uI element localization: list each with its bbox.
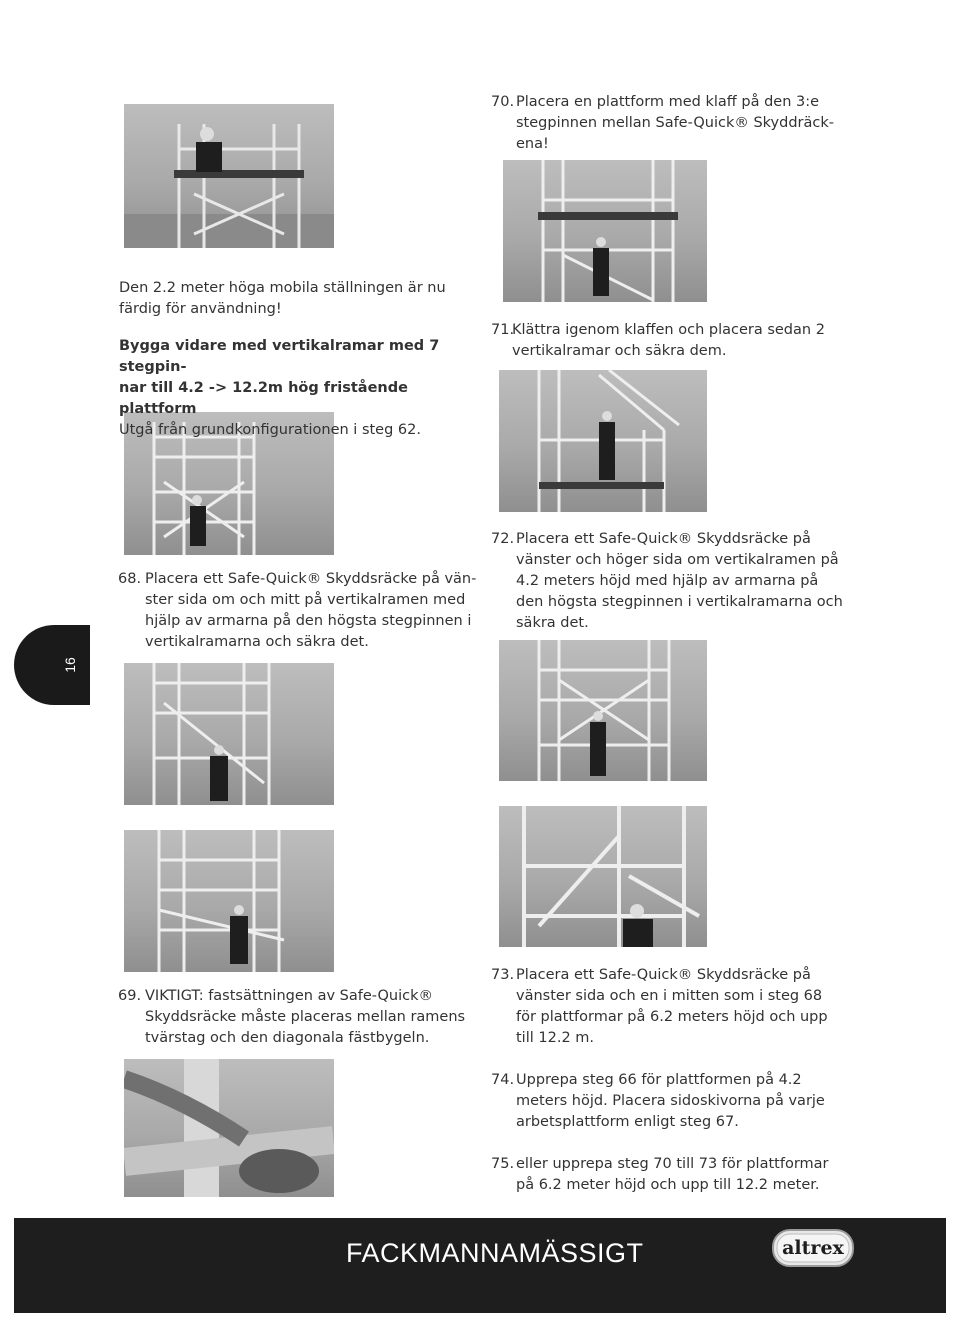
step-line: vertikalramar och säkra dem. [512,343,727,359]
step-line: 4.2 meters höjd med hjälp av armarna på [516,573,819,589]
step-line: eller upprepa steg 70 till 73 för plattformar [516,1156,829,1172]
step-line: ena! [516,136,549,152]
step-line: Placera en plattform med klaff på den 3:e [516,94,820,110]
step-number: 74. [491,1072,515,1088]
step-line: hjälp av armarna på den högsta stegpinnen i [145,613,472,629]
step-line: vänster sida och en i mitten som i steg 68 [516,988,823,1004]
step-line: den högsta stegpinnen i vertikalramarna och [516,594,843,610]
step-number: 72. [491,531,515,547]
step-72 [491,529,851,634]
intro-bold-line: nar till 4.2 -> 12.2m hög fristående plattform [119,380,408,417]
photo-scaffold-guardrail-69 [124,830,334,972]
step-number: 71. [491,322,515,338]
step-line: för plattformar på 6.2 meters höjd och upp [516,1009,828,1025]
step-number: 69. [118,988,142,1004]
step-number: 68. [118,571,142,587]
step-75 [491,1154,851,1196]
intro-line: Den 2.2 meter höga mobila ställningen är nu [119,280,446,296]
step-line: Klättra igenom klaffen och placera sedan 2 [512,322,825,338]
photo-platform-trapdoor-70 [503,160,707,302]
step-line: VIKTIGT: fastsättningen av Safe-Quick® [145,988,434,1004]
step-line: på 6.2 meter höjd och upp till 12.2 meter. [516,1177,820,1193]
step-68 [118,569,478,653]
altrex-logo [772,1229,854,1267]
step-70 [491,92,851,155]
step-line: stegpinnen mellan Safe-Quick® Skyddräck- [516,115,834,131]
intro-line: färdig för användning! [119,301,282,317]
step-line: Skyddsräcke måste placeras mellan ramens [145,1009,466,1025]
step-71 [491,320,851,362]
step-number: 70. [491,94,515,110]
photo-climb-through-71 [499,370,707,512]
photo-clamp-closeup [124,1059,334,1197]
step-line: meters höjd. Placera sidoskivorna på varje [516,1093,825,1109]
step-line: Placera ett Safe-Quick® Skyddsräcke på vän- [145,571,477,587]
photo-scaffold-platform-top [124,104,334,248]
step-line: ster sida om och mitt på vertikalramen med [145,592,466,608]
step-73 [491,965,851,1049]
step-number: 75. [491,1156,515,1172]
step-line: vertikalramarna och säkra det. [145,634,369,650]
photo-scaffold-guardrail-68b [124,663,334,805]
step-line: tvärstag och den diagonala fästbygeln. [145,1030,430,1046]
intro-bold-line: Bygga vidare med vertikalramar med 7 stegpin- [119,338,440,375]
step-number: 73. [491,967,515,983]
step-line: säkra det. [516,615,589,631]
step-line: Placera ett Safe-Quick® Skyddsräcke på [516,967,811,983]
step-line: arbetsplattform enligt steg 67. [516,1114,739,1130]
step-line: till 12.2 m. [516,1030,595,1046]
photo-guardrail-72 [499,640,707,781]
intro-line: Utgå från grundkonfigurationen i steg 62. [119,422,421,438]
photo-guardrail-73 [499,806,707,947]
footer-title: FACKMANNAMÄSSIGT [346,1238,644,1268]
footer-bar [14,1218,946,1313]
step-74 [491,1070,851,1133]
logo-text: altrex [782,1237,844,1259]
page-number-tab [14,625,90,705]
page-number: 16 [62,657,78,673]
step-line: vänster och höger sida om vertikalramen på [516,552,839,568]
step-69 [118,986,478,1049]
step-line: Placera ett Safe-Quick® Skyddsräcke på [516,531,811,547]
intro-text [119,278,479,441]
step-line: Upprepa steg 66 för plattformen på 4.2 [516,1072,802,1088]
